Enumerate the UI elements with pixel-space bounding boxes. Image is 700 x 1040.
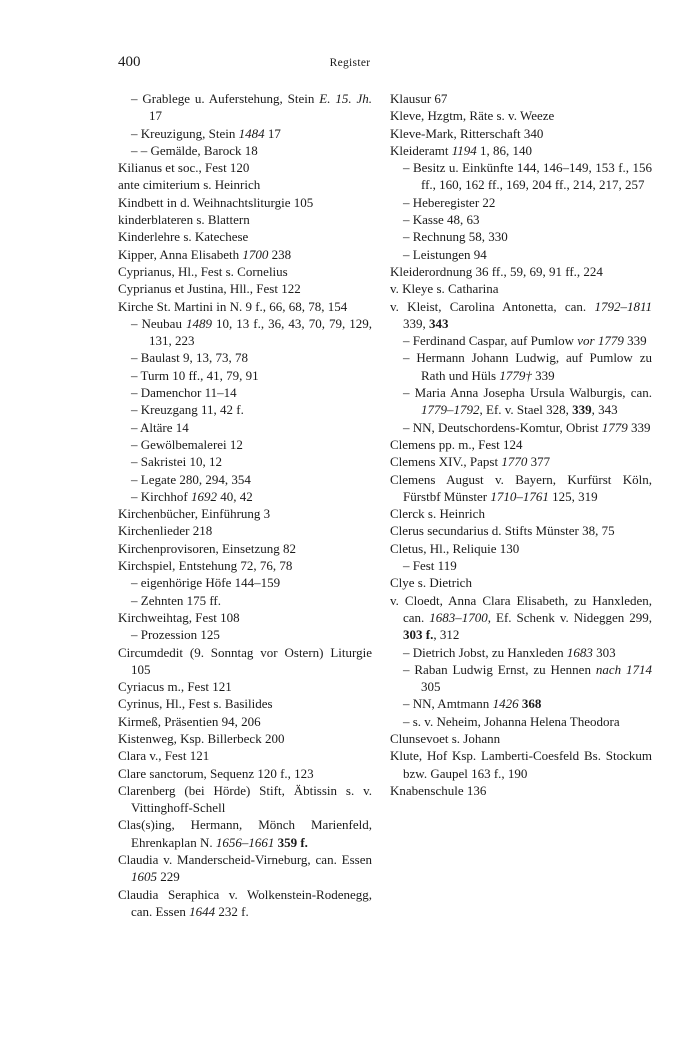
index-entry-text: – Kreuzgang 11, 42 f.	[131, 402, 244, 418]
index-entry-text: – Legate 280, 294, 354	[131, 471, 251, 487]
index-entry	[118, 678, 372, 695]
index-entry-text: 1426	[492, 696, 519, 712]
index-entry-text: Clemens pp. m., Fest 124	[390, 436, 523, 452]
index-entry-text: – Damenchor 11–14	[131, 385, 237, 401]
index-entry	[118, 626, 372, 643]
index-entry-text: kinderblateren s. Blattern	[118, 212, 250, 228]
index-entry	[390, 298, 652, 333]
index-entry	[118, 695, 372, 712]
index-entry-text: Kirchweihtag, Fest 108	[118, 609, 240, 625]
index-entry-text: vor 1779	[577, 333, 624, 349]
index-entry	[390, 159, 652, 194]
index-entry	[118, 419, 372, 436]
index-entry-text: – Prozession 125	[131, 627, 220, 643]
index-entry	[118, 713, 372, 730]
index-entry-text: E. 15. Jh.	[319, 91, 372, 106]
index-entry-text: – Kirchhof	[131, 488, 191, 504]
index-entry-text: 1194	[451, 142, 477, 158]
index-entry	[118, 280, 372, 297]
index-entry	[390, 228, 652, 245]
index-entry-text: 1484	[238, 125, 265, 141]
index-entry-text: Clara v., Fest 121	[118, 748, 210, 764]
index-entry	[390, 90, 652, 107]
index-entry-text: Kleiderordnung 36 ff., 59, 69, 91 ff., 224	[390, 263, 603, 279]
index-entry-text: 1683	[566, 644, 593, 660]
index-entry-text: – Hermann Johann Ludwig, auf Pumlow zu Rath und Hüls	[403, 350, 652, 383]
index-entry-text: 343	[429, 315, 449, 331]
index-entry-text: Kistenweg, Ksp. Billerbeck 200	[118, 730, 285, 746]
running-head: Register	[329, 57, 371, 69]
index-entry-text: Circumdedit (9. Sonntag vor Ostern) Liturgie 105	[118, 644, 372, 677]
index-entry	[118, 401, 372, 418]
index-entry-text: – Fest 119	[403, 558, 457, 574]
index-entry	[118, 159, 372, 176]
index-entry-text: Kirchenlieder 218	[118, 523, 213, 539]
index-entry-text: 377	[527, 454, 551, 470]
index-entry	[118, 747, 372, 764]
index-entry	[118, 488, 372, 505]
index-entry-text: ante cimiterium s. Heinrich	[118, 177, 261, 193]
index-entry-text: Kirchspiel, Entstehung 72, 76, 78	[118, 558, 293, 574]
index-entry-text: – Maria Anna Josepha Ursula Walburgis, can.	[403, 385, 652, 401]
index-entry-text: 17	[149, 108, 162, 124]
index-entry-text: Cyprianus, Hl., Fest s. Cornelius	[118, 263, 288, 279]
index-entry	[118, 349, 372, 366]
index-entry	[390, 280, 652, 297]
index-entry	[118, 644, 372, 679]
index-entry-text: Clas(s)ing, Hermann, Mönch Marienfeld, Ehrenkaplan N.	[118, 817, 372, 850]
index-entry	[118, 471, 372, 488]
index-entry-text: Clerck s. Heinrich	[390, 506, 485, 522]
index-entry-text: 1489	[185, 315, 212, 331]
index-entry	[118, 816, 372, 851]
index-entry	[118, 176, 372, 193]
index-entry	[390, 211, 652, 228]
index-entry-text: – NN, Deutschordens-Komtur, Obrist	[403, 419, 602, 435]
index-entry	[118, 436, 372, 453]
index-entry-text: – Rechnung 58, 330	[403, 229, 508, 245]
index-entry-text: Kirchenprovisoren, Einsetzung 82	[118, 540, 296, 556]
index-entry	[118, 142, 372, 159]
index-entry	[118, 557, 372, 574]
index-entry-text: 305	[421, 679, 441, 695]
index-entry	[390, 263, 652, 280]
index-entry	[390, 107, 652, 124]
index-entry-text: Kirmeß, Präsentien 94, 206	[118, 713, 261, 729]
index-entry	[390, 644, 652, 661]
index-entry-text: nach 1714	[595, 661, 652, 677]
index-entry	[390, 246, 652, 263]
index-entry-text: Klausur 67	[390, 91, 448, 106]
index-entry-text: , 343	[591, 402, 618, 418]
index-entry	[390, 730, 652, 747]
index-entry	[118, 765, 372, 782]
index-entry-text: Clunsevoet s. Johann	[390, 730, 501, 746]
index-column-right	[390, 90, 652, 799]
index-entry-text: Clemens XIV., Papst	[390, 454, 502, 470]
index-entry-text: 1, 86, 140	[476, 142, 533, 158]
index-entry-text: – Dietrich Jobst, zu Hanxleden	[403, 644, 567, 660]
index-entry	[390, 695, 652, 712]
index-entry	[390, 747, 652, 782]
index-entry-text: Kirche St. Martini in N. 9 f., 66, 68, 78, 154	[118, 298, 348, 314]
index-entry-text: Kipper, Anna Elisabeth	[118, 246, 243, 262]
index-entry-text: – Gewölbemalerei 12	[131, 436, 243, 452]
index-entry	[118, 367, 372, 384]
index-entry	[390, 349, 652, 384]
index-entry-text: 1779–1792	[421, 402, 480, 418]
index-entry-text: 339	[531, 367, 555, 383]
index-entry	[118, 522, 372, 539]
index-entry	[390, 661, 652, 696]
index-entry-text: Kleve-Mark, Ritterschaft 340	[390, 125, 544, 141]
index-entry-text: Cyriacus m., Fest 121	[118, 679, 232, 695]
index-entry-text: – Heberegister 22	[403, 194, 496, 210]
index-entry-text: Cyrinus, Hl., Fest s. Basilides	[118, 696, 273, 712]
index-entry-text: 1770	[501, 454, 528, 470]
index-entry	[118, 453, 372, 470]
index-entry	[118, 574, 372, 591]
index-entry-text: 339	[623, 333, 647, 349]
index-entry	[118, 851, 372, 886]
index-entry-text: 1656–1661	[215, 834, 275, 850]
index-entry-text: 238	[268, 246, 292, 262]
index-entry-text: Clare sanctorum, Sequenz 120 f., 123	[118, 765, 314, 781]
index-entry	[390, 419, 652, 436]
index-entry-text: 232 f.	[215, 903, 249, 919]
index-entry	[390, 574, 652, 591]
index-entry-text: 303	[592, 644, 616, 660]
index-entry-text: 1792–1811	[594, 298, 652, 314]
index-entry-text: 339,	[403, 315, 429, 331]
index-entry	[118, 730, 372, 747]
index-entry-text: – Sakristei 10, 12	[131, 454, 222, 470]
index-entry	[118, 211, 372, 228]
index-entry-text: Clarenberg (bei Hörde) Stift, Äbtissin s. v. Vittinghoff-Schell	[118, 782, 372, 816]
index-entry-text: Cyprianus et Justina, Hll., Fest 122	[118, 281, 301, 297]
index-entry	[390, 436, 652, 453]
index-entry-text: – s. v. Neheim, Johanna Helena Theodora	[403, 713, 620, 729]
index-entry	[118, 298, 372, 315]
index-entry-text: 40, 42	[216, 488, 253, 504]
index-entry	[390, 142, 652, 159]
page-number: 400	[118, 54, 141, 70]
index-entry-text: Cletus, Hl., Reliquie 130	[390, 540, 520, 556]
index-entry-text: – Altäre 14	[131, 419, 189, 435]
index-entry-text: – Grablege u. Auferstehung, Stein	[131, 91, 320, 106]
index-entry-text: 339	[627, 419, 651, 435]
index-entry-text: Knabenschule 136	[390, 782, 487, 798]
index-entry-text: 1710–1761	[490, 488, 549, 504]
index-entry-text: – Zehnten 175 ff.	[131, 592, 222, 608]
index-entry	[390, 332, 652, 349]
index-entry-text: – eigenhörige Höfe 144–159	[131, 575, 281, 591]
index-entry	[118, 886, 372, 921]
index-entry-text: v. Kleye s. Catharina	[390, 281, 499, 297]
index-entry-text: Clemens August v. Bayern, Kurfürst Köln, Fürstbf Münster	[390, 471, 652, 504]
index-entry-text: – Neubau	[131, 315, 186, 331]
index-entry-text: 368	[521, 696, 542, 712]
index-entry-text: 359 f.	[277, 834, 308, 850]
index-entry-text: Kinderlehre s. Katechese	[118, 229, 249, 245]
index-entry-text: – Turm 10 ff., 41, 79, 91	[131, 367, 259, 383]
index-entry-text: 1605	[131, 869, 157, 885]
index-entry-text: – Raban Ludwig Ernst, zu Hennen	[403, 661, 596, 677]
index-entry-text: 1644	[189, 903, 216, 919]
index-entry	[118, 263, 372, 280]
index-entry	[118, 592, 372, 609]
index-entry-text: Clerus secundarius d. Stifts Münster 38, 75	[390, 523, 615, 539]
index-entry	[390, 557, 652, 574]
index-entry	[118, 782, 372, 817]
index-entry-text: Klute, Hof Ksp. Lamberti-Coesfeld Bs. Stockum bzw. Gaupel 163 f., 190	[390, 748, 652, 781]
index-entry-text: , Ef. Schenk v. Nideggen 299,	[487, 609, 652, 625]
index-entry-text: – Ferdinand Caspar, auf Pumlow	[403, 333, 578, 349]
index-entry	[390, 453, 652, 470]
index-entry	[118, 246, 372, 263]
index-entry	[118, 228, 372, 245]
index-entry-text: 303 f.	[403, 627, 434, 643]
index-entry-text: v. Kleist, Carolina Antonetta, can.	[390, 298, 595, 314]
index-entry-text: – Kasse 48, 63	[403, 212, 480, 228]
index-entry-text: , Ef. v. Stael 328,	[479, 402, 573, 418]
index-entry-text: Kleideramt	[390, 142, 452, 158]
index-entry	[118, 505, 372, 522]
index-entry-text: 1683–1700	[429, 609, 488, 625]
index-entry-text: 1779†	[499, 367, 532, 383]
index-entry-text: – NN, Amtmann	[403, 696, 493, 712]
index-entry-text: Claudia v. Manderscheid-Virneburg, can. Essen	[118, 852, 372, 868]
index-entry	[390, 505, 652, 522]
index-entry	[390, 125, 652, 142]
index-entry	[390, 592, 652, 644]
index-entry-text: Kilianus et soc., Fest 120	[118, 160, 250, 176]
index-entry-text: Kirchenbücher, Einführung 3	[118, 506, 271, 522]
index-entry-text: – Besitz u. Einkünfte 144, 146–149, 153 f., 156 ff., 160, 162 ff., 169, 204 ff., 214, 217, 257	[403, 160, 652, 193]
index-entry-text: Clye s. Dietrich	[390, 575, 472, 591]
index-entry	[390, 782, 652, 799]
index-entry	[118, 90, 372, 125]
index-entry-text: Kindbett in d. Weihnachtsliturgie 105	[118, 194, 314, 210]
index-entry	[390, 384, 652, 419]
index-entry-text: – – Gemälde, Barock 18	[131, 142, 258, 158]
index-entry	[118, 125, 372, 142]
index-entry-text: , 312	[433, 627, 460, 643]
index-entry-text: 339	[572, 402, 592, 418]
index-entry-text: Kleve, Hzgtm, Räte s. v. Weeze	[390, 108, 555, 124]
index-entry-text: 125, 319	[548, 488, 598, 504]
index-entry	[390, 713, 652, 730]
index-entry	[118, 540, 372, 557]
index-entry-text: 1700	[242, 246, 269, 262]
index-entry-text: – Leistungen 94	[403, 246, 487, 262]
index-entry	[118, 384, 372, 401]
index-entry-text: Claudia Seraphica v. Wolkenstein-Rodenegg, can. Essen	[118, 886, 372, 919]
index-column-left	[118, 90, 372, 920]
index-entry	[390, 194, 652, 211]
index-entry	[390, 540, 652, 557]
index-entry-text: v. Cloedt, Anna Clara Elisabeth, zu Hanxleden, can.	[390, 592, 652, 625]
index-entry-text: 17	[264, 125, 281, 141]
index-entry-text: 1692	[190, 488, 217, 504]
index-entry	[118, 315, 372, 350]
index-entry	[390, 471, 652, 506]
index-entry	[390, 522, 652, 539]
index-entry-text: 229	[157, 869, 180, 885]
index-entry	[118, 194, 372, 211]
index-entry-text: – Kreuzigung, Stein	[131, 125, 239, 141]
index-entry-text: – Baulast 9, 13, 73, 78	[131, 350, 248, 366]
index-entry	[118, 609, 372, 626]
index-entry-text: 1779	[601, 419, 628, 435]
index-entry-text: 10, 13 f., 36, 43, 70, 79, 129, 131, 223	[149, 315, 372, 349]
